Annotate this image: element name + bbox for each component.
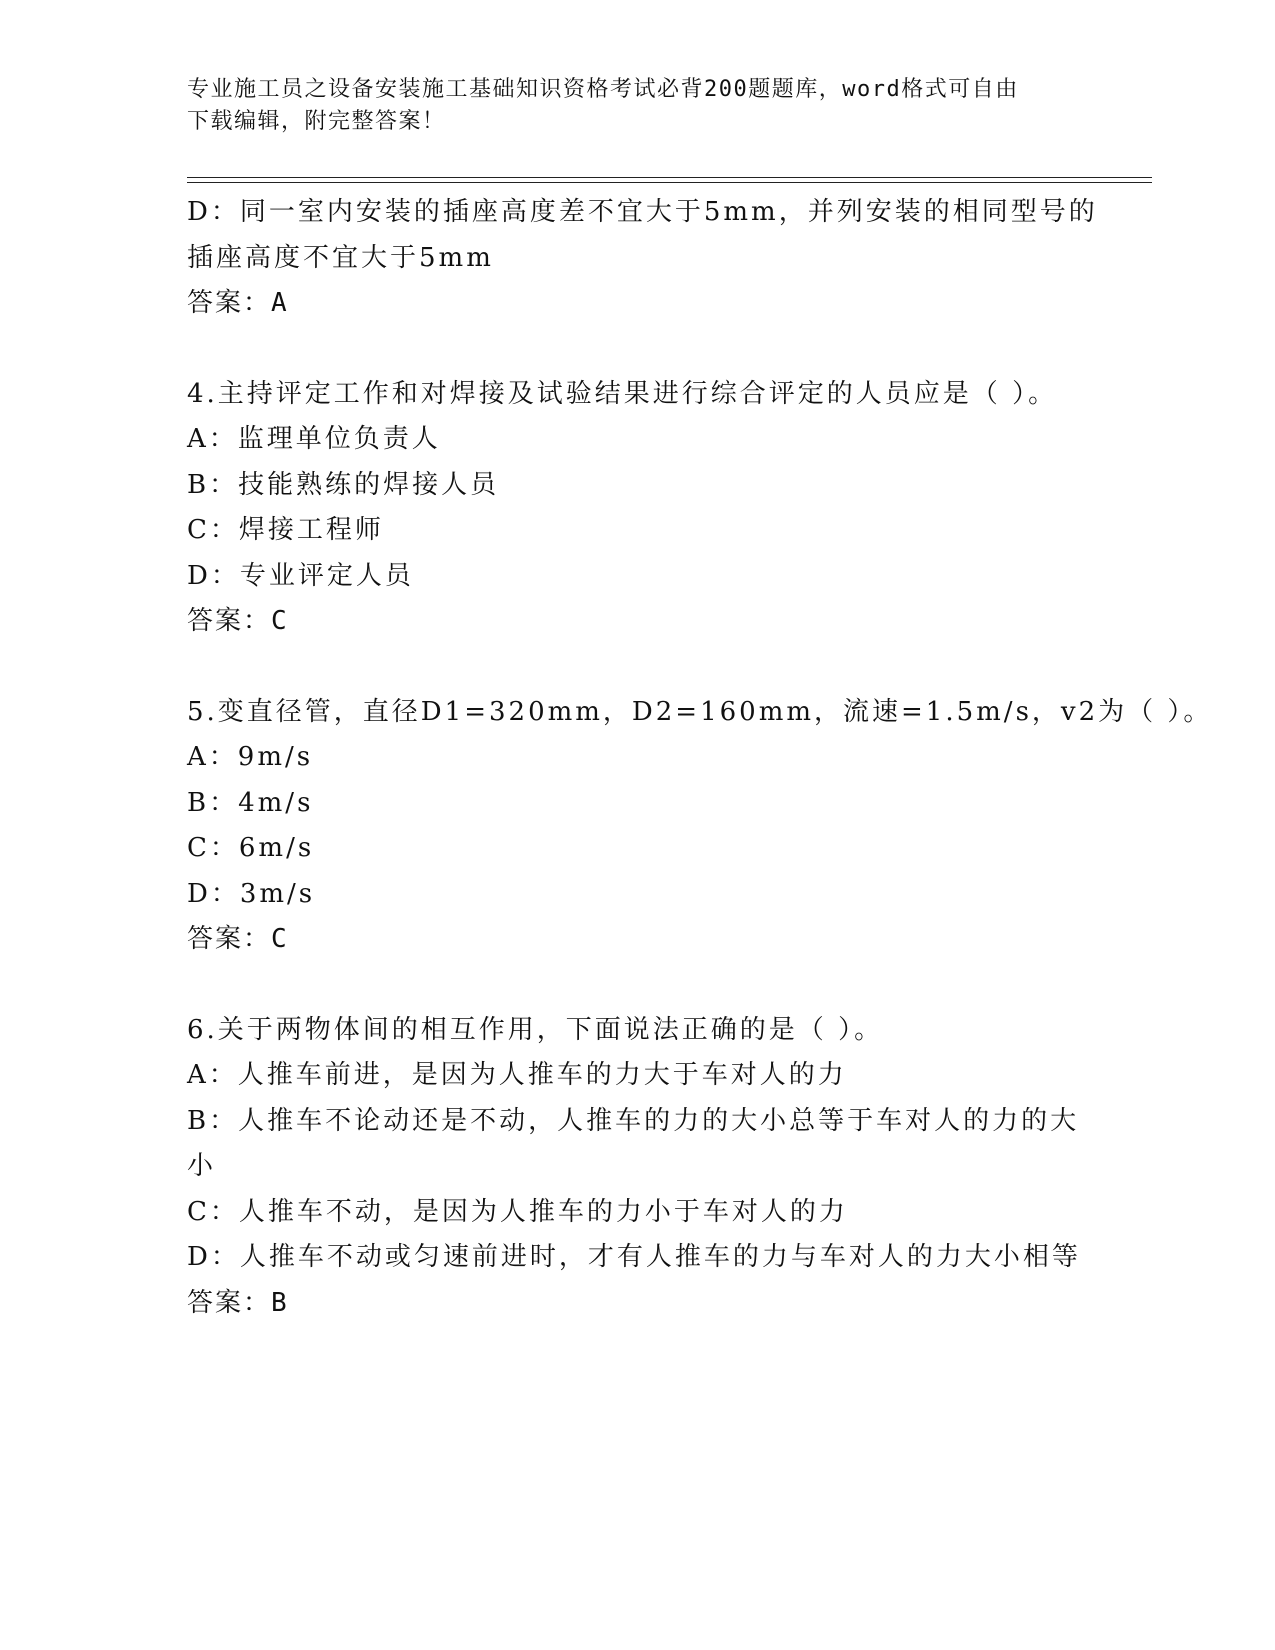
option-b: B：技能熟练的焊接人员	[187, 469, 500, 500]
option-d-continued: 插座高度不宜大于5mm	[187, 242, 494, 273]
option-a: A：人推车前进，是因为人推车的力大于车对人的力	[187, 1060, 847, 1090]
question-list	[187, 190, 1213, 1326]
question-text: 6.关于两物体间的相互作用，下面说法正确的是（ ）。	[187, 1014, 884, 1045]
question-text: 4.主持评定工作和对焊接及试验结果进行综合评定的人员应是（ ）。	[187, 378, 1058, 409]
option-d: D：专业评定人员	[187, 560, 414, 591]
answer: 答案：B	[187, 1287, 289, 1318]
question-6	[187, 1008, 1081, 1327]
option-b: B：人推车不论动还是不动，人推车的力的大小总等于车对人的力的大	[187, 1105, 1080, 1136]
header-line-1: 专业施工员之设备安装施工基础知识资格考试必背200题题库，word格式可自由	[187, 77, 1019, 102]
option-c: C：焊接工程师	[187, 515, 384, 545]
option-c: C：人推车不动，是因为人推车的力小于车对人的力	[187, 1196, 848, 1227]
answer: 答案：A	[187, 288, 289, 318]
question-5	[187, 690, 1213, 963]
option-d: D：人推车不动或匀速前进时，才有人推车的力与车对人的力大小相等	[187, 1242, 1081, 1272]
header-divider-top	[187, 177, 1152, 178]
page-header	[187, 74, 1067, 138]
header-line-2: 下载编辑，附完整答案！	[187, 109, 446, 134]
option-b: B：4m/s	[187, 787, 314, 818]
option-b-continued: 小	[187, 1151, 217, 1181]
option-d: D：同一室内安装的插座高度差不宜大于5mm，并列安装的相同型号的	[187, 197, 1098, 227]
answer: 答案：C	[187, 924, 289, 954]
option-a: A：监理单位负责人	[187, 424, 441, 454]
question-3-tail	[187, 190, 1098, 327]
answer: 答案：C	[187, 606, 289, 636]
question-4	[187, 372, 1067, 645]
header-divider-bottom	[187, 182, 1152, 183]
question-text: 5.变直径管，直径D1=320mm，D2=160mm，流速=1.5m/s，v2为（ ）。	[187, 696, 1213, 727]
option-d: D：3m/s	[187, 878, 316, 909]
option-a: A：9m/s	[187, 742, 314, 772]
option-c: C：6m/s	[187, 833, 315, 863]
